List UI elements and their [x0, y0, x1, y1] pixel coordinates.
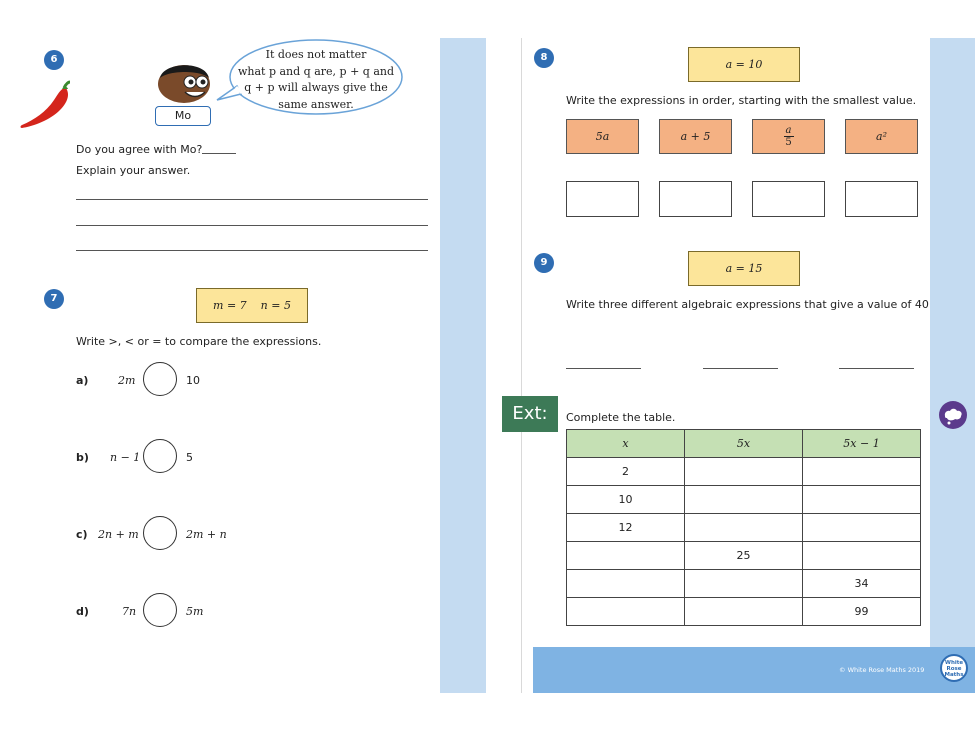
ext-instruction: Complete the table.: [566, 411, 676, 424]
right-page-side-strip: [930, 38, 975, 693]
part-b-left-expression: n − 1: [110, 451, 141, 464]
explain-prompt: Explain your answer.: [76, 164, 191, 177]
part-c-label: c): [76, 528, 88, 541]
order-answer-box-3[interactable]: [752, 181, 825, 217]
table-cell[interactable]: [567, 570, 685, 598]
table-row: [567, 458, 921, 486]
part-a-right-expression: 10: [186, 374, 200, 387]
table-cell[interactable]: 10: [567, 486, 685, 514]
answer-line-1[interactable]: [76, 199, 428, 200]
q9-given-box: a = 15: [688, 251, 800, 286]
part-d-right-expression: 5m: [186, 605, 204, 618]
table-row: [567, 570, 921, 598]
table-cell[interactable]: 12: [567, 514, 685, 542]
expression-card-a-plus-5[interactable]: a + 5: [659, 119, 732, 154]
part-b-label: b): [76, 451, 89, 464]
expression-answer-line-1[interactable]: [566, 368, 641, 369]
given-values-box: m = 7 n = 5: [196, 288, 308, 323]
expression-card-a-squared[interactable]: a²: [845, 119, 918, 154]
part-d-label: d): [76, 605, 89, 618]
table-cell[interactable]: 34: [803, 570, 921, 598]
table-cell[interactable]: 99: [803, 598, 921, 626]
q7-instruction: Write >, < or = to compare the expressions.: [76, 335, 322, 348]
table-cell[interactable]: [803, 542, 921, 570]
page-divider: [521, 38, 522, 693]
part-c-right-expression: 2m + n: [186, 528, 227, 541]
answer-line-3[interactable]: [76, 250, 428, 251]
answer-line-2[interactable]: [76, 225, 428, 226]
table-header-5x-minus-1: 5x − 1: [803, 430, 921, 458]
part-d-left-expression: 7n: [122, 605, 137, 618]
chilli-pepper-icon: [18, 80, 74, 132]
character-name-label: Mo: [155, 106, 211, 126]
speech-text: [228, 47, 404, 113]
table-cell[interactable]: [803, 486, 921, 514]
part-b-right-expression: 5: [186, 451, 193, 464]
order-answer-box-2[interactable]: [659, 181, 732, 217]
table-row: [567, 486, 921, 514]
table-header-row: [567, 430, 921, 458]
table-cell[interactable]: [685, 458, 803, 486]
thinking-cloud-icon: [938, 400, 968, 430]
speech-line: same answer.: [278, 97, 354, 111]
order-answer-box-4[interactable]: [845, 181, 918, 217]
white-rose-maths-logo: White Rose Maths: [940, 654, 968, 682]
q8-instruction: Write the expressions in order, starting with the smallest value.: [566, 94, 917, 107]
agree-answer-line[interactable]: [202, 153, 236, 154]
speech-line: It does not matter: [265, 48, 367, 61]
expression-answer-line-2[interactable]: [703, 368, 778, 369]
table-cell[interactable]: [803, 458, 921, 486]
agree-prompt: Do you agree with Mo?: [76, 143, 203, 156]
speech-line: q + p will always give the: [244, 81, 388, 94]
part-c-left-expression: 2n + m: [98, 528, 139, 541]
table-cell[interactable]: [567, 598, 685, 626]
table-cell[interactable]: 25: [685, 542, 803, 570]
question-8-number: 8: [534, 48, 554, 68]
left-page-side-strip: [440, 38, 486, 693]
table-cell[interactable]: [685, 598, 803, 626]
footer-copyright: © White Rose Maths 2019: [839, 666, 925, 674]
expression-card-a-over-5[interactable]: a 5: [752, 119, 825, 154]
q8-given-box: a = 10: [688, 47, 800, 82]
expression-card-5a[interactable]: 5a: [566, 119, 639, 154]
table-cell[interactable]: [803, 514, 921, 542]
part-d-compare-circle[interactable]: [143, 593, 177, 627]
part-a-compare-circle[interactable]: [143, 362, 177, 396]
table-row: [567, 598, 921, 626]
table-row: [567, 514, 921, 542]
expression-answer-line-3[interactable]: [839, 368, 914, 369]
part-a-left-expression: 2m: [118, 374, 136, 387]
table-cell[interactable]: [685, 570, 803, 598]
order-answer-box-1[interactable]: [566, 181, 639, 217]
speech-line: what p and q are, p + q and: [237, 64, 395, 78]
table-cell[interactable]: [567, 542, 685, 570]
q9-instruction: Write three different algebraic expressions that give a value of 40: [566, 298, 929, 311]
extension-badge: Ext:: [502, 396, 558, 432]
table-cell[interactable]: 2: [567, 458, 685, 486]
table-header-x: x: [567, 430, 685, 458]
question-7-number: 7: [44, 289, 64, 309]
part-b-compare-circle[interactable]: [143, 439, 177, 473]
table-row: [567, 542, 921, 570]
table-header-5x: 5x: [685, 430, 803, 458]
part-c-compare-circle[interactable]: [143, 516, 177, 550]
question-9-number: 9: [534, 253, 554, 273]
expression-table: [566, 429, 921, 626]
part-a-label: a): [76, 374, 89, 387]
table-cell[interactable]: [685, 514, 803, 542]
question-6-number: 6: [44, 50, 64, 70]
table-cell[interactable]: [685, 486, 803, 514]
mo-character-icon: [155, 58, 215, 104]
